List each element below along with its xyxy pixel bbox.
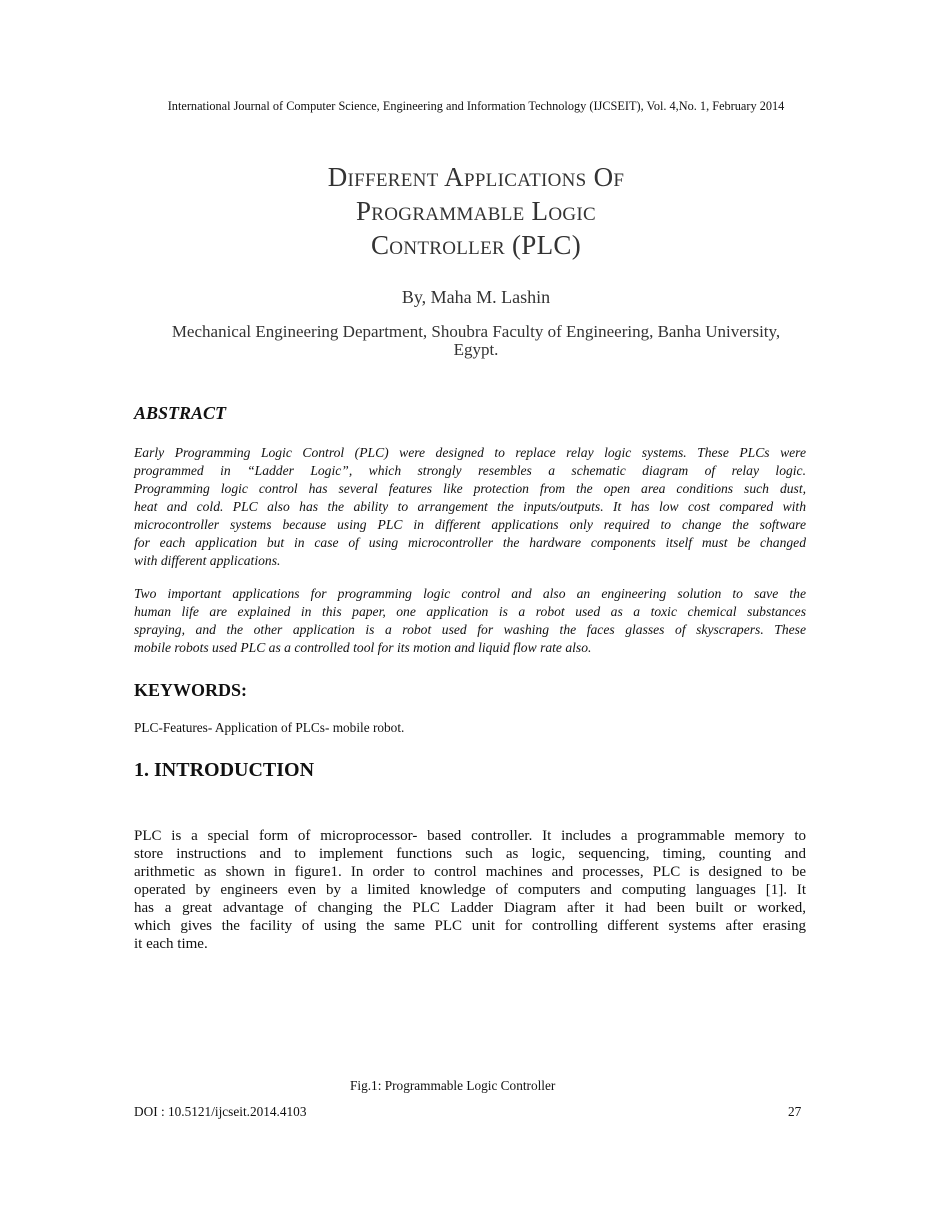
text-line: spraying, and the other application is a robot used for washing the faces glasses of skyscrapers. These [134, 622, 806, 637]
text-line: programmed in “Ladder Logic”, which strongly resembles a schematic diagram of relay logic. [134, 463, 806, 478]
affiliation-line: Mechanical Engineering Department, Shoubra Faculty of Engineering, Banha University, [171, 322, 781, 341]
text-line: Two important applications for programming logic control and also an engineering solution to save the [134, 586, 806, 601]
paper-title [0, 160, 952, 262]
text-line: it each time. [134, 936, 208, 952]
text-line: microcontroller systems because using PLC in different applications only required to change the software [134, 517, 806, 532]
introduction-paragraph [134, 827, 806, 953]
affiliation [0, 323, 952, 359]
abstract-paragraph-2 [134, 585, 806, 657]
text-line: Programming logic control has several features like protection from the open area conditions such dust, [134, 481, 806, 496]
page-number: 27 [788, 1104, 802, 1119]
title-line: Programmable Logic [355, 196, 596, 226]
text-line: mobile robots used PLC as a controlled tool for its motion and liquid flow rate also. [134, 640, 592, 655]
text-line: human life are explained in this paper, one application is a robot used as a toxic chemical substances [134, 604, 806, 619]
text-line: for each application but in case of using microcontroller the hardware components itself must be changed [134, 535, 806, 550]
text-line: which gives the facility of using the same PLC unit for controlling different systems after erasing [134, 918, 806, 934]
text-line: Early Programming Logic Control (PLC) were designed to replace relay logic systems. These PLCs were [134, 445, 806, 460]
text-line: heat and cold. PLC also has the ability to arrangement the inputs/outputs. It has low cost compared with [134, 499, 806, 514]
text-line: has a great advantage of changing the PLC Ladder Diagram after it had been built or worked, [134, 900, 806, 916]
title-line: Different Applications Of [327, 162, 625, 192]
doi: DOI : 10.5121/ijcseit.2014.4103 [134, 1104, 307, 1119]
introduction-heading: 1. INTRODUCTION [134, 759, 315, 781]
text-line: operated by engineers even by a limited knowledge of computers and computing languages [1]. It [134, 882, 806, 898]
running-header: International Journal of Computer Science, Engineering and Information Technology (IJCSEIT), Vol. 4,No. 1, February 2014 [167, 99, 785, 113]
text-line: arithmetic as shown in figure1. In order to control machines and processes, PLC is designed to be [134, 864, 806, 880]
affiliation-line: Egypt. [453, 340, 499, 359]
text-line: with different applications. [134, 553, 281, 568]
text-line: PLC is a special form of microprocessor- based controller. It includes a programmable memory to [134, 828, 806, 844]
keywords: PLC-Features- Application of PLCs- mobile robot. [134, 720, 405, 735]
abstract-paragraph-1 [134, 444, 806, 570]
figure-caption: Fig.1: Programmable Logic Controller [350, 1078, 556, 1093]
keywords-heading: KEYWORDS: [134, 680, 248, 700]
author: By, Maha M. Lashin [401, 287, 551, 307]
text-line: store instructions and to implement functions such as logic, sequencing, timing, counting and [134, 846, 806, 862]
title-line: Controller (PLC) [371, 230, 581, 260]
abstract-heading: ABSTRACT [134, 403, 227, 423]
